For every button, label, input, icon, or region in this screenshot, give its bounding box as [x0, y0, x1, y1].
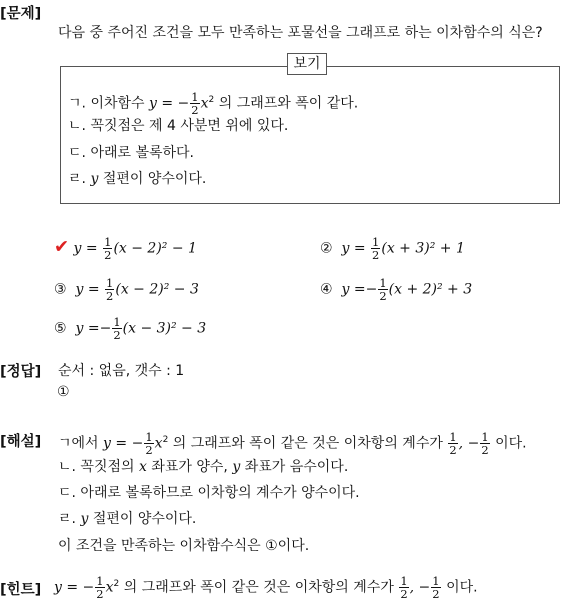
answer-line-2: ① [57, 384, 70, 400]
explanation-tag: [해설] [0, 434, 42, 450]
answer-tag: [정답] [0, 364, 42, 380]
condition-4: ㄹ. y 절편이 양수이다. [68, 171, 207, 187]
explanation-line-4: ㄹ. y 절편이 양수이다. [58, 511, 197, 527]
choice-4[interactable]: ④ y =− $\frac{1}{2}$ (x + 2)² + 3 [320, 276, 473, 303]
choice-2[interactable]: ② y = $\frac{1}{2}$ (x + 3)² + 1 [320, 235, 465, 262]
explanation-line-5: 이 조건을 만족하는 이차함수식은 ①이다. [58, 538, 310, 554]
problem-tag: [문제] [0, 6, 42, 22]
conditions-box-label: 보기 [287, 53, 327, 75]
condition-2: ㄴ. 꼭짓점은 제 4 사분면 위에 있다. [68, 118, 289, 134]
explanation-line-2: ㄴ. 꼭짓점의 x 좌표가 양수, y 좌표가 음수이다. [58, 459, 349, 475]
choice-1[interactable]: ✔ y = $\frac{1}{2}$ (x − 2)² − 1 [54, 235, 197, 262]
condition-3: ㄷ. 아래로 볼록하다. [68, 145, 195, 161]
condition-1: ㄱ. 이차함수 y = − $\frac{1}{2}$ $x^2$ 의 그래프와 폭이 같다. [68, 90, 359, 118]
explanation-line-3: ㄷ. 아래로 볼록하므로 이차항의 계수가 양수이다. [58, 485, 360, 501]
choice-3[interactable]: ③ y = $\frac{1}{2}$ (x − 2)² − 3 [54, 276, 199, 303]
choice-5[interactable]: ⑤ y =− $\frac{1}{2}$ (x − 3)² − 3 [54, 315, 207, 342]
check-icon: ✔ [54, 236, 70, 258]
answer-line-1: 순서 : 없음, 갯수 : 1 [58, 363, 185, 379]
hint-tag: [힌트] [0, 582, 42, 598]
explanation-line-1: ㄱ에서 y = − $\frac{1}{2}$ $x^2$ 의 그래프와 폭이 같은 것은 이차항의 계수가 $\frac{1}{2}$ , − $\frac{1}{2}$ 이다. [58, 430, 527, 458]
question-text: 다음 중 주어진 조건을 모두 만족하는 포물선을 그래프로 하는 이차함수의 식은? [58, 25, 543, 41]
hint-line: y = − $\frac{1}{2}$ $x^2$ 의 그래프와 폭이 같은 것은 이차항의 계수가 $\frac{1}{2}$ , − $\frac{1}{2}$ 이다. [54, 574, 478, 602]
